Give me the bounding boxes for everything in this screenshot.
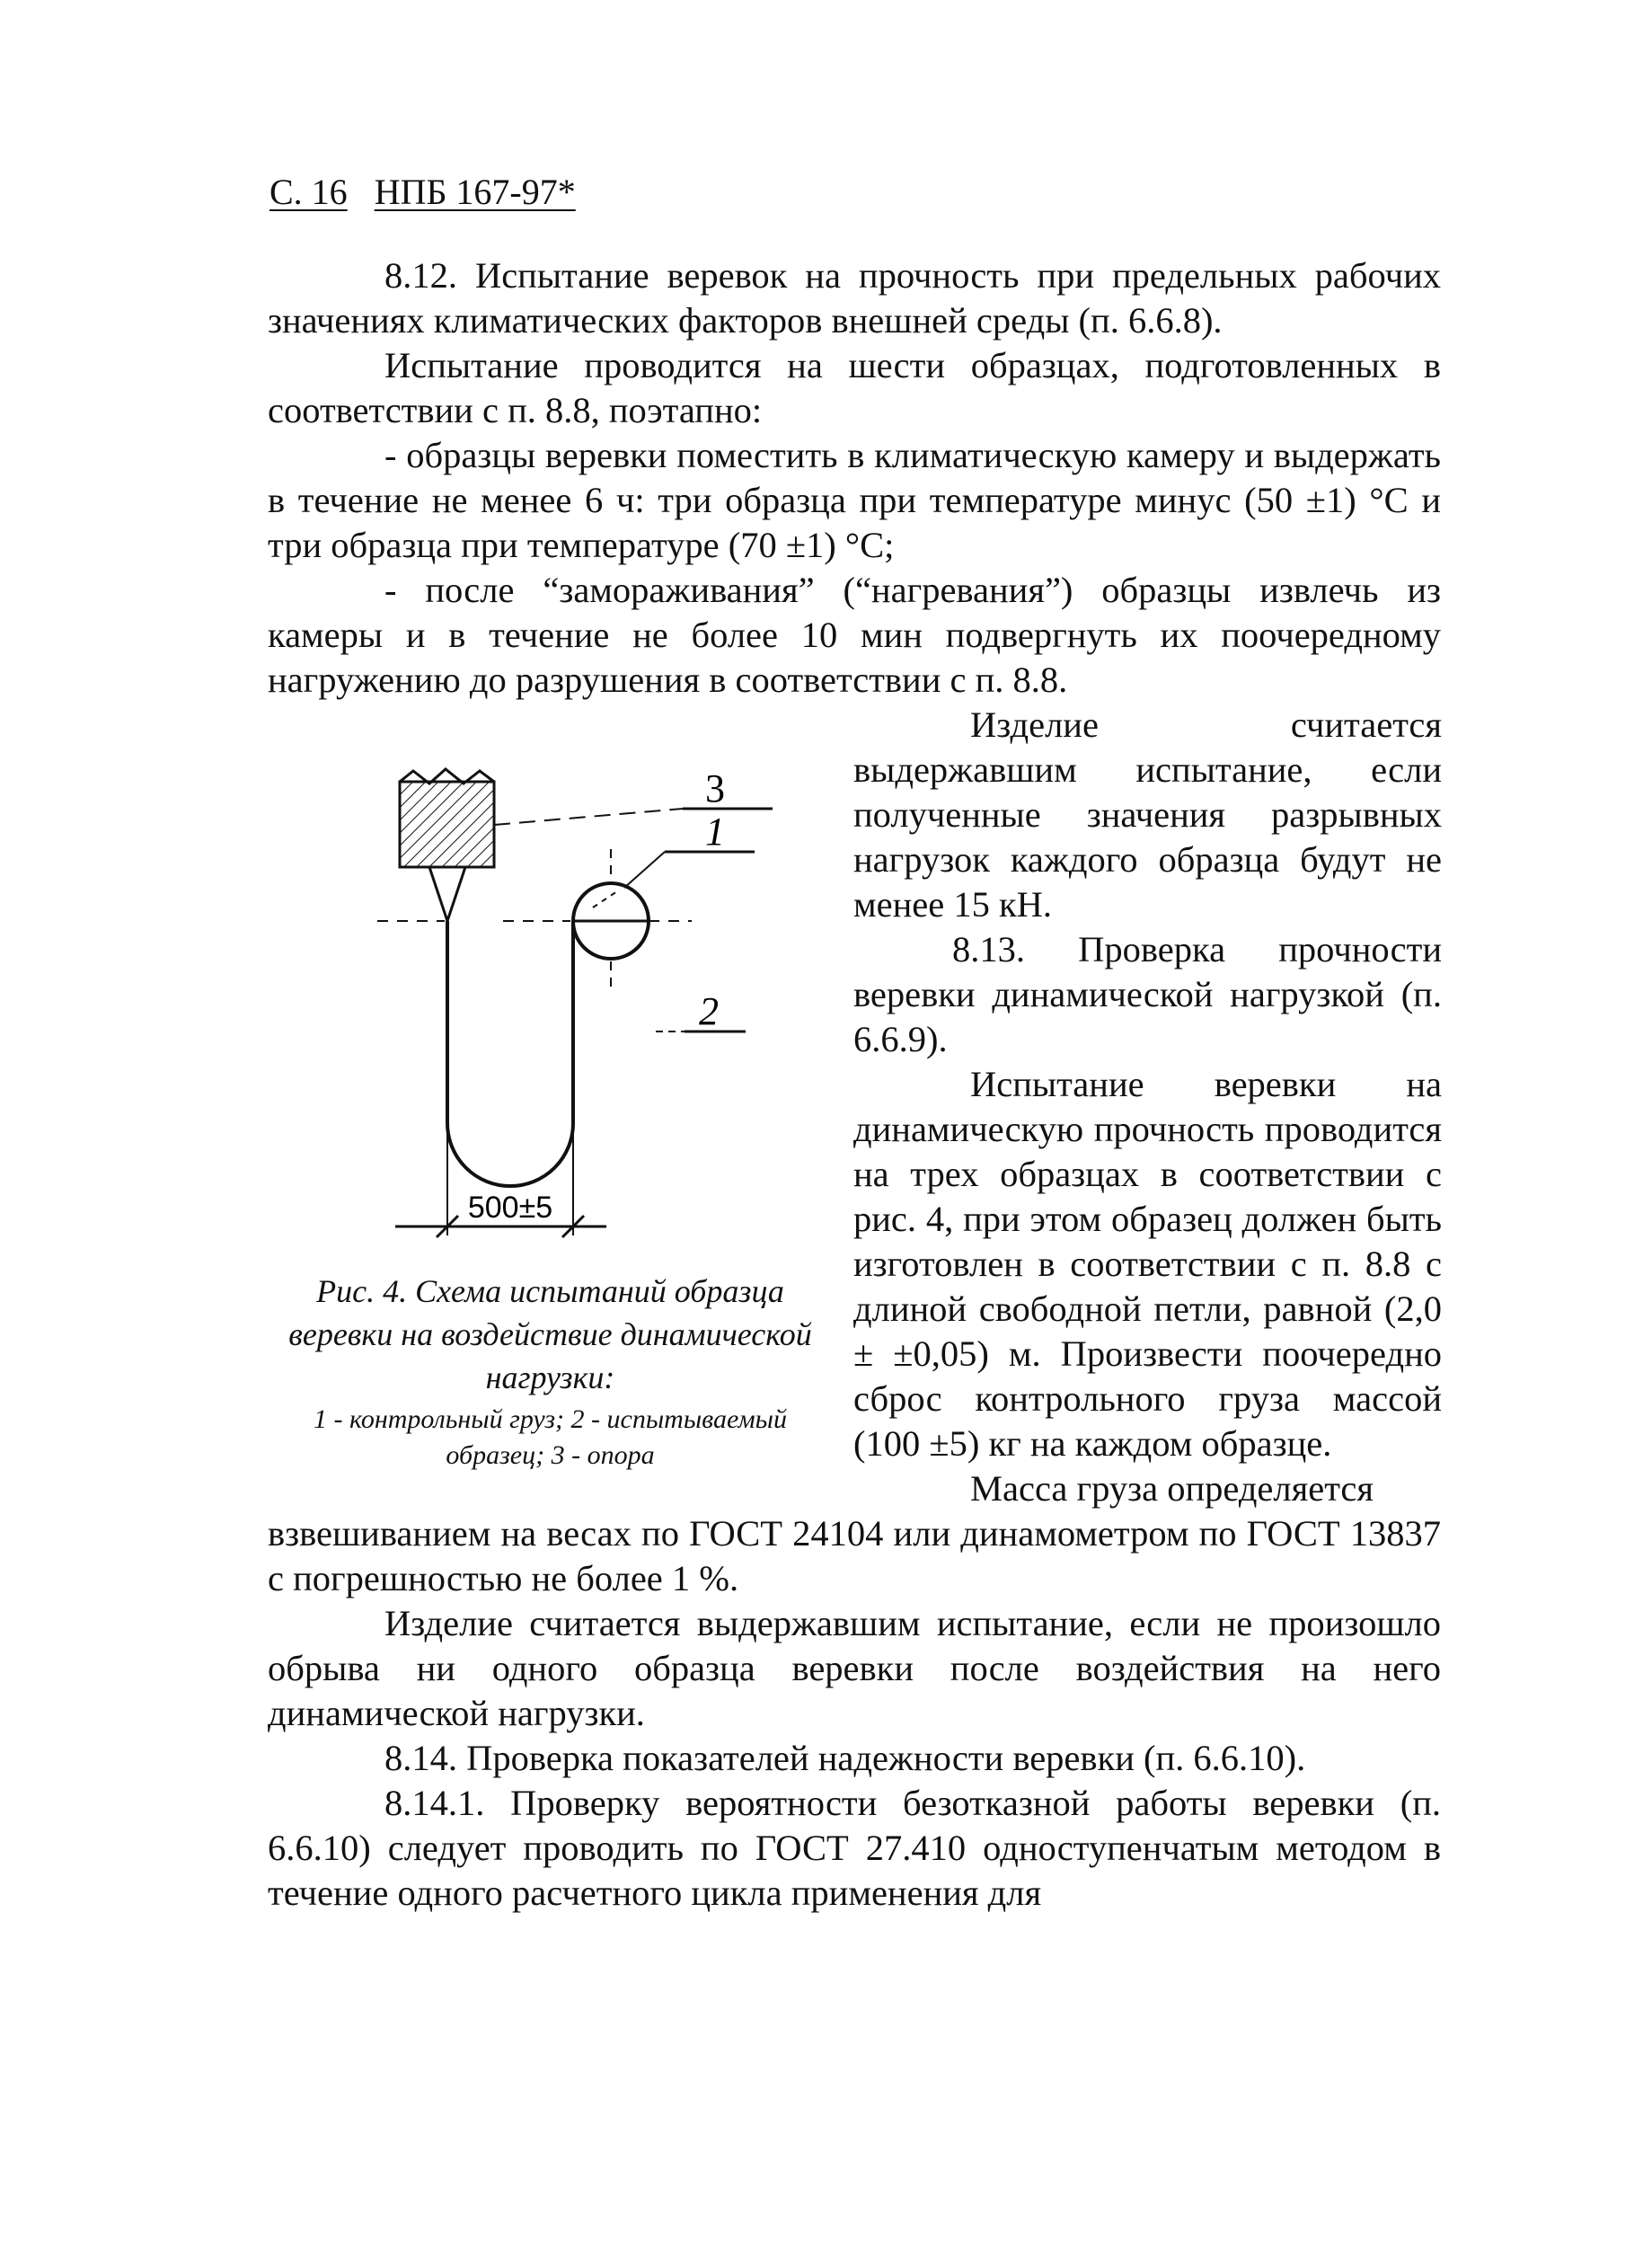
figure-4-diagram bbox=[359, 746, 782, 1267]
rope-sample bbox=[429, 867, 573, 1186]
label-sample: 2 bbox=[699, 989, 719, 1033]
section-8-13-mass-rest: взвешиванием на весах по ГОСТ 24104 или динамометром по ГОСТ 13837 с погрешностью не более 1 %. bbox=[268, 1513, 1441, 1598]
section-8-13-body: Испытание веревки на динамическую прочность проводится на трех образцах в соответствии с рис. 4, при этом образец должен быть изготовлен в соответствии с п. 8.8 с длиной свободной петли, равной (2,0 ± ±0,05) м. Произвести поочередно сброс контрольного груза массой (100 ±5) кг на каждом образце. bbox=[853, 1064, 1442, 1464]
dimension-label: 500±5 bbox=[467, 1191, 553, 1225]
control-weight bbox=[573, 849, 649, 988]
support-block bbox=[400, 769, 494, 867]
section-8-14-title: 8.14. Проверка показателей надежности веревки (п. 6.6.10). bbox=[384, 1738, 1306, 1778]
section-8-12-result: Изделие считается выдержавшим испытание, если полученные значения разрывных нагрузок каждого образца будут не менее 15 кН. bbox=[853, 704, 1442, 925]
section-8-12-step-2: - после “замораживания” (“нагревания”) образцы извлечь из камеры и в течение не более 10 мин подвергнуть их поочередному нагружению до разрушения в соответствии с п. 8.8. bbox=[268, 570, 1441, 700]
document-code: НПБ 167-97* bbox=[374, 172, 576, 212]
section-8-13-result: Изделие считается выдержавшим испытание, если не произошло обрыва ни одного образца веревки после воздействия на него динамической нагрузки. bbox=[268, 1603, 1441, 1733]
section-8-12-title: 8.12. Испытание веревок на прочность при предельных рабочих значениях климатических факторов внешней среды (п. 6.6.8). bbox=[268, 255, 1441, 341]
section-8-12-step-1: - образцы веревки поместить в климатическую камеру и выдержать в течение не менее 6 ч: три образца при температуре минус (50 ±1) °С и три образца при температуре (70 ±1) °С; bbox=[268, 435, 1441, 565]
figure-caption: Рис. 4. Схема испытаний образца веревки на воздействие динамической нагрузки: bbox=[288, 1273, 812, 1395]
figure-legend: 1 - контрольный груз; 2 - испытываемый образец; 3 - опора bbox=[314, 1404, 787, 1470]
label-weight: 1 bbox=[705, 810, 725, 854]
section-8-13-mass-start: Масса груза определяется bbox=[970, 1468, 1374, 1509]
page-header bbox=[269, 171, 576, 214]
section-8-14-1-text: 8.14.1. Проверку вероятности безотказной работы веревки (п. 6.6.10) следует проводить по ГОСТ 27.410 одноступенчатым методом в течение одного расчетного цикла применения для bbox=[268, 1783, 1441, 1913]
label-support: 3 bbox=[705, 766, 725, 810]
section-8-12-intro: Испытание проводится на шести образцах, подготовленных в соответствии с п. 8.8, поэтапно: bbox=[268, 345, 1441, 430]
section-8-13-title: 8.13. Проверка прочности веревки динамической нагрузкой (п. 6.6.9). bbox=[853, 929, 1442, 1059]
page-number: С. 16 bbox=[269, 172, 348, 212]
